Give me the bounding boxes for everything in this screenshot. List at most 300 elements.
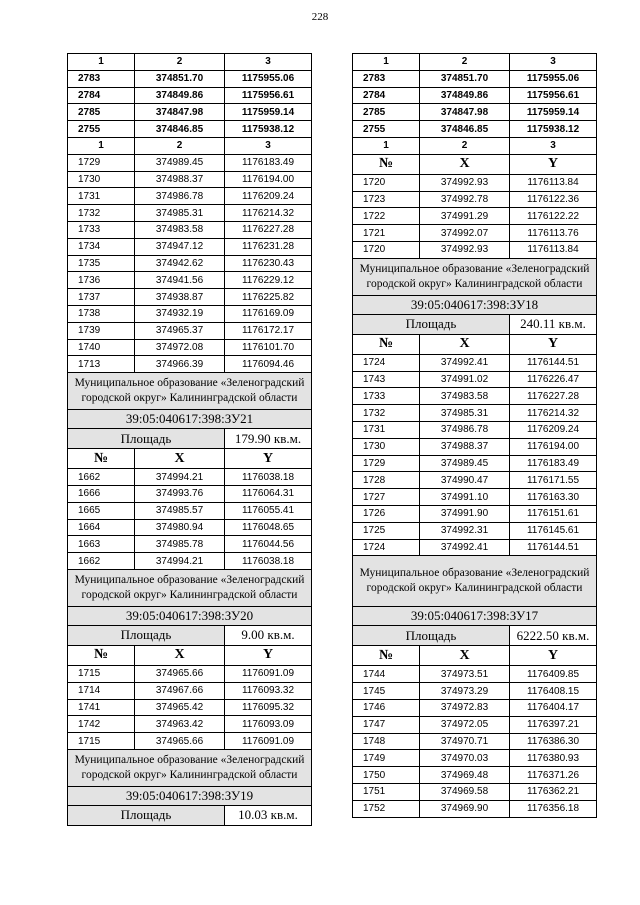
point-number-cell: 1715 <box>68 665 135 682</box>
x-coordinate-cell: 374970.71 <box>420 733 510 750</box>
y-coordinate-cell: 1176044.56 <box>225 536 312 553</box>
table-row <box>353 489 597 506</box>
y-coordinate-cell: 1176362.21 <box>510 783 597 800</box>
column-header-cell: № <box>353 646 420 666</box>
table-header-row <box>68 137 312 154</box>
table-row <box>353 666 597 683</box>
table-header-row <box>353 334 597 354</box>
y-coordinate-cell: 1176230.43 <box>225 255 312 272</box>
y-coordinate-cell: 1176227.28 <box>510 388 597 405</box>
area-value: 6222.50 кв.м. <box>510 626 597 646</box>
plot-zu21-block <box>68 373 312 449</box>
point-number-cell: 2784 <box>353 87 420 104</box>
y-coordinate-cell: 1176229.12 <box>225 272 312 289</box>
y-coordinate-cell: 1176380.93 <box>510 750 597 767</box>
point-number-cell: 1731 <box>353 421 420 438</box>
point-number-cell: 1746 <box>353 699 420 716</box>
x-coordinate-cell: 374849.86 <box>135 87 225 104</box>
cadastral-number: 39:05:040617:398:ЗУ17 <box>353 607 597 626</box>
x-coordinate-cell: 374969.48 <box>420 767 510 784</box>
plot-zu18-rows <box>353 354 597 556</box>
x-coordinate-cell: 374972.05 <box>420 716 510 733</box>
y-coordinate-cell: 1176227.28 <box>225 221 312 238</box>
y-coordinate-cell: 1175956.61 <box>510 87 597 104</box>
x-coordinate-cell: 374941.56 <box>135 272 225 289</box>
table-row <box>68 272 312 289</box>
point-number-cell: 1724 <box>353 354 420 371</box>
table-header-row <box>68 449 312 469</box>
column-header-cell: Y <box>510 334 597 354</box>
point-number-cell: 1727 <box>353 489 420 506</box>
municipality-name: Муниципальное образование «Зеленоградский городской округ» Калининградской области <box>68 749 312 786</box>
right-second-header <box>353 137 597 154</box>
point-number-cell: 1663 <box>68 536 135 553</box>
left-column <box>67 53 311 826</box>
area-value: 179.90 кв.м. <box>225 429 312 449</box>
column-header-cell: 1 <box>353 54 420 71</box>
table-row <box>353 505 597 522</box>
point-number-cell: 1732 <box>68 205 135 222</box>
table-row <box>68 70 312 87</box>
point-number-cell: 1728 <box>353 472 420 489</box>
table-row <box>353 716 597 733</box>
table-row <box>353 121 597 138</box>
x-coordinate-cell: 374992.93 <box>420 174 510 191</box>
y-coordinate-cell: 1176113.76 <box>510 225 597 242</box>
x-coordinate-cell: 374992.93 <box>420 241 510 258</box>
table-row <box>353 191 597 208</box>
y-coordinate-cell: 1176209.24 <box>510 421 597 438</box>
column-header-cell: 2 <box>420 137 510 154</box>
table-row <box>68 469 312 486</box>
point-number-cell: 1713 <box>68 356 135 373</box>
y-coordinate-cell: 1176183.49 <box>225 154 312 171</box>
y-coordinate-cell: 1176064.31 <box>225 485 312 502</box>
y-coordinate-cell: 1176093.32 <box>225 682 312 699</box>
column-header-cell: X <box>135 645 225 665</box>
right-xy-header <box>353 154 597 174</box>
y-coordinate-cell: 1175938.12 <box>510 121 597 138</box>
x-coordinate-cell: 374985.31 <box>420 405 510 422</box>
area-value: 10.03 кв.м. <box>225 805 312 825</box>
cadastral-number: 39:05:040617:398:ЗУ21 <box>68 410 312 429</box>
x-coordinate-cell: 374992.31 <box>420 522 510 539</box>
y-coordinate-cell: 1176048.65 <box>225 519 312 536</box>
plot-zu18-header <box>353 334 597 354</box>
x-coordinate-cell: 374983.58 <box>420 388 510 405</box>
x-coordinate-cell: 374992.07 <box>420 225 510 242</box>
y-coordinate-cell: 1175956.61 <box>225 87 312 104</box>
table-row <box>68 238 312 255</box>
table-row <box>353 87 597 104</box>
table-header-row <box>68 645 312 665</box>
x-coordinate-cell: 374992.41 <box>420 354 510 371</box>
table-row <box>68 553 312 570</box>
table-header-row <box>68 54 312 71</box>
right-coordinates-table <box>352 53 597 818</box>
y-coordinate-cell: 1176144.51 <box>510 354 597 371</box>
point-number-cell: 1733 <box>68 221 135 238</box>
x-coordinate-cell: 374983.58 <box>135 221 225 238</box>
y-coordinate-cell: 1176151.61 <box>510 505 597 522</box>
table-row <box>353 522 597 539</box>
y-coordinate-cell: 1176356.18 <box>510 800 597 817</box>
x-coordinate-cell: 374851.70 <box>135 70 225 87</box>
plot-zu18-block <box>353 258 597 334</box>
point-number-cell: 1741 <box>68 699 135 716</box>
point-number-cell: 1745 <box>353 683 420 700</box>
point-number-cell: 1738 <box>68 305 135 322</box>
x-coordinate-cell: 374965.42 <box>135 699 225 716</box>
cadastral-number: 39:05:040617:398:ЗУ20 <box>68 606 312 625</box>
table-row <box>68 87 312 104</box>
table-row <box>68 121 312 138</box>
point-number-cell: 1747 <box>353 716 420 733</box>
plot-zu20-header <box>68 645 312 665</box>
x-coordinate-cell: 374972.83 <box>420 699 510 716</box>
plot-zu17-rows <box>353 666 597 817</box>
point-number-cell: 1729 <box>68 154 135 171</box>
y-coordinate-cell: 1176094.46 <box>225 356 312 373</box>
table-row <box>68 682 312 699</box>
y-coordinate-cell: 1176183.49 <box>510 455 597 472</box>
table-row <box>353 70 597 87</box>
point-number-cell: 1739 <box>68 322 135 339</box>
table-row <box>353 241 597 258</box>
right-top-rows <box>353 70 597 137</box>
y-coordinate-cell: 1176214.32 <box>510 405 597 422</box>
table-row <box>68 322 312 339</box>
left-coordinates-table <box>67 53 312 826</box>
table-row <box>353 699 597 716</box>
point-number-cell: 2755 <box>353 121 420 138</box>
x-coordinate-cell: 374980.94 <box>135 519 225 536</box>
point-number-cell: 1730 <box>353 438 420 455</box>
table-row <box>68 205 312 222</box>
x-coordinate-cell: 374846.85 <box>420 121 510 138</box>
point-number-cell: 1750 <box>353 767 420 784</box>
table-row <box>68 255 312 272</box>
point-number-cell: 1735 <box>68 255 135 272</box>
table-row <box>68 289 312 306</box>
table-row <box>353 354 597 371</box>
x-coordinate-cell: 374989.45 <box>420 455 510 472</box>
y-coordinate-cell: 1176122.36 <box>510 191 597 208</box>
column-header-cell: 3 <box>225 137 312 154</box>
point-number-cell: 1715 <box>68 733 135 750</box>
table-row <box>68 339 312 356</box>
column-header-cell: 3 <box>225 54 312 71</box>
y-coordinate-cell: 1176408.15 <box>510 683 597 700</box>
x-coordinate-cell: 374965.66 <box>135 733 225 750</box>
point-number-cell: 1726 <box>353 505 420 522</box>
column-header-cell: № <box>68 449 135 469</box>
y-coordinate-cell: 1176113.84 <box>510 241 597 258</box>
x-coordinate-cell: 374932.19 <box>135 305 225 322</box>
point-number-cell: 1742 <box>68 716 135 733</box>
point-number-cell: 2785 <box>68 104 135 121</box>
area-label: Площадь <box>68 429 225 449</box>
point-number-cell: 1720 <box>353 241 420 258</box>
table-row <box>68 154 312 171</box>
area-label: Площадь <box>68 625 225 645</box>
x-coordinate-cell: 374846.85 <box>135 121 225 138</box>
point-number-cell: 1662 <box>68 469 135 486</box>
y-coordinate-cell: 1175955.06 <box>225 70 312 87</box>
y-coordinate-cell: 1176038.18 <box>225 469 312 486</box>
point-number-cell: 1740 <box>68 339 135 356</box>
table-row <box>68 104 312 121</box>
point-number-cell: 1752 <box>353 800 420 817</box>
municipality-name: Муниципальное образование «Зеленоградский городской округ» Калининградской области <box>68 373 312 410</box>
y-coordinate-cell: 1176169.09 <box>225 305 312 322</box>
y-coordinate-cell: 1176091.09 <box>225 733 312 750</box>
x-coordinate-cell: 374942.62 <box>135 255 225 272</box>
table-row <box>68 733 312 750</box>
y-coordinate-cell: 1176091.09 <box>225 665 312 682</box>
point-number-cell: 1664 <box>68 519 135 536</box>
point-number-cell: 2755 <box>68 121 135 138</box>
point-number-cell: 1729 <box>353 455 420 472</box>
table-header-row <box>353 646 597 666</box>
x-coordinate-cell: 374985.31 <box>135 205 225 222</box>
column-header-cell: 2 <box>135 137 225 154</box>
table-row <box>353 472 597 489</box>
table-row <box>68 221 312 238</box>
table-row <box>353 225 597 242</box>
column-header-cell: № <box>353 154 420 174</box>
y-coordinate-cell: 1176214.32 <box>225 205 312 222</box>
x-coordinate-cell: 374967.66 <box>135 682 225 699</box>
y-coordinate-cell: 1176093.09 <box>225 716 312 733</box>
table-row <box>353 683 597 700</box>
table-row <box>68 171 312 188</box>
column-header-cell: 3 <box>510 137 597 154</box>
point-number-cell: 1737 <box>68 289 135 306</box>
x-coordinate-cell: 374966.39 <box>135 356 225 373</box>
point-number-cell: 1744 <box>353 666 420 683</box>
x-coordinate-cell: 374992.41 <box>420 539 510 556</box>
y-coordinate-cell: 1176163.30 <box>510 489 597 506</box>
table-row <box>353 174 597 191</box>
x-coordinate-cell: 374947.12 <box>135 238 225 255</box>
y-coordinate-cell: 1176225.82 <box>225 289 312 306</box>
municipality-name: Муниципальное образование «Зеленоградский городской округ» Калининградской области <box>353 556 597 607</box>
point-number-cell: 1748 <box>353 733 420 750</box>
column-header-cell: 3 <box>510 54 597 71</box>
y-coordinate-cell: 1175959.14 <box>510 104 597 121</box>
y-coordinate-cell: 1176231.28 <box>225 238 312 255</box>
y-coordinate-cell: 1175959.14 <box>225 104 312 121</box>
column-header-cell: X <box>420 646 510 666</box>
plot-zu19-block <box>68 749 312 825</box>
point-number-cell: 1749 <box>353 750 420 767</box>
area-value: 9.00 кв.м. <box>225 625 312 645</box>
table-row <box>353 750 597 767</box>
point-number-cell: 1724 <box>353 539 420 556</box>
cadastral-number: 39:05:040617:398:ЗУ18 <box>353 295 597 314</box>
y-coordinate-cell: 1176404.17 <box>510 699 597 716</box>
x-coordinate-cell: 374991.29 <box>420 208 510 225</box>
x-coordinate-cell: 374938.87 <box>135 289 225 306</box>
plot-zu21-rows <box>68 469 312 570</box>
x-coordinate-cell: 374851.70 <box>420 70 510 87</box>
point-number-cell: 1722 <box>353 208 420 225</box>
point-number-cell: 1725 <box>353 522 420 539</box>
table-row <box>353 783 597 800</box>
x-coordinate-cell: 374973.51 <box>420 666 510 683</box>
x-coordinate-cell: 374994.21 <box>135 553 225 570</box>
x-coordinate-cell: 374985.78 <box>135 536 225 553</box>
column-header-cell: 1 <box>68 54 135 71</box>
plot-zu17-header <box>353 646 597 666</box>
x-coordinate-cell: 374970.03 <box>420 750 510 767</box>
municipality-name: Муниципальное образование «Зеленоградский городской округ» Калининградской области <box>353 258 597 295</box>
column-header-cell: X <box>420 154 510 174</box>
table-row <box>353 104 597 121</box>
y-coordinate-cell: 1176397.21 <box>510 716 597 733</box>
column-header-cell: X <box>135 449 225 469</box>
point-number-cell: 1721 <box>353 225 420 242</box>
right-column <box>352 53 596 818</box>
table-row <box>68 188 312 205</box>
plot-zu21-header <box>68 449 312 469</box>
x-coordinate-cell: 374965.37 <box>135 322 225 339</box>
point-number-cell: 1734 <box>68 238 135 255</box>
column-header-cell: 2 <box>420 54 510 71</box>
column-header-cell: Y <box>510 154 597 174</box>
point-number-cell: 1665 <box>68 502 135 519</box>
y-coordinate-cell: 1176145.61 <box>510 522 597 539</box>
table-row <box>353 421 597 438</box>
y-coordinate-cell: 1176113.84 <box>510 174 597 191</box>
y-coordinate-cell: 1176095.32 <box>225 699 312 716</box>
x-coordinate-cell: 374988.37 <box>135 171 225 188</box>
x-coordinate-cell: 374993.76 <box>135 485 225 502</box>
table-header-row <box>353 137 597 154</box>
column-header-cell: № <box>68 645 135 665</box>
table-row <box>68 665 312 682</box>
x-coordinate-cell: 374849.86 <box>420 87 510 104</box>
x-coordinate-cell: 374985.57 <box>135 502 225 519</box>
x-coordinate-cell: 374991.02 <box>420 371 510 388</box>
y-coordinate-cell: 1176194.00 <box>510 438 597 455</box>
area-value: 240.11 кв.м. <box>510 314 597 334</box>
table-row <box>353 455 597 472</box>
y-coordinate-cell: 1176194.00 <box>225 171 312 188</box>
right-top-header <box>353 54 597 71</box>
y-coordinate-cell: 1176209.24 <box>225 188 312 205</box>
point-number-cell: 1736 <box>68 272 135 289</box>
x-coordinate-cell: 374994.21 <box>135 469 225 486</box>
table-row <box>353 438 597 455</box>
point-number-cell: 1733 <box>353 388 420 405</box>
column-header-cell: 2 <box>135 54 225 71</box>
table-row <box>68 305 312 322</box>
point-number-cell: 2783 <box>353 70 420 87</box>
cadastral-number: 39:05:040617:398:ЗУ19 <box>68 786 312 805</box>
x-coordinate-cell: 374972.08 <box>135 339 225 356</box>
x-coordinate-cell: 374990.47 <box>420 472 510 489</box>
table-header-row <box>353 154 597 174</box>
table-row <box>353 405 597 422</box>
left-rows-a <box>68 154 312 372</box>
table-row <box>68 519 312 536</box>
table-row <box>68 502 312 519</box>
left-second-header <box>68 137 312 154</box>
y-coordinate-cell: 1176172.17 <box>225 322 312 339</box>
municipality-name: Муниципальное образование «Зеленоградский городской округ» Калининградской области <box>68 569 312 606</box>
plot-zu17-block <box>353 556 597 646</box>
x-coordinate-cell: 374847.98 <box>135 104 225 121</box>
point-number-cell: 1743 <box>353 371 420 388</box>
point-number-cell: 1732 <box>353 405 420 422</box>
column-header-cell: Y <box>225 449 312 469</box>
y-coordinate-cell: 1176101.70 <box>225 339 312 356</box>
table-row <box>353 539 597 556</box>
point-number-cell: 1751 <box>353 783 420 800</box>
x-coordinate-cell: 374988.37 <box>420 438 510 455</box>
point-number-cell: 1731 <box>68 188 135 205</box>
column-header-cell: X <box>420 334 510 354</box>
column-header-cell: 1 <box>68 137 135 154</box>
x-coordinate-cell: 374992.78 <box>420 191 510 208</box>
area-label: Площадь <box>353 626 510 646</box>
y-coordinate-cell: 1176371.26 <box>510 767 597 784</box>
table-row <box>353 800 597 817</box>
point-number-cell: 1714 <box>68 682 135 699</box>
x-coordinate-cell: 374989.45 <box>135 154 225 171</box>
point-number-cell: 2785 <box>353 104 420 121</box>
table-row <box>68 536 312 553</box>
column-header-cell: № <box>353 334 420 354</box>
x-coordinate-cell: 374991.10 <box>420 489 510 506</box>
y-coordinate-cell: 1175955.06 <box>510 70 597 87</box>
table-row <box>68 356 312 373</box>
y-coordinate-cell: 1175938.12 <box>225 121 312 138</box>
table-row <box>68 716 312 733</box>
point-number-cell: 1720 <box>353 174 420 191</box>
x-coordinate-cell: 374969.58 <box>420 783 510 800</box>
point-number-cell: 2784 <box>68 87 135 104</box>
y-coordinate-cell: 1176055.41 <box>225 502 312 519</box>
point-number-cell: 2783 <box>68 70 135 87</box>
x-coordinate-cell: 374973.29 <box>420 683 510 700</box>
y-coordinate-cell: 1176038.18 <box>225 553 312 570</box>
table-header-row <box>353 54 597 71</box>
table-row <box>353 388 597 405</box>
point-number-cell: 1662 <box>68 553 135 570</box>
left-top-header <box>68 54 312 71</box>
point-number-cell: 1730 <box>68 171 135 188</box>
table-row <box>353 767 597 784</box>
table-row <box>353 733 597 750</box>
y-coordinate-cell: 1176171.55 <box>510 472 597 489</box>
plot-zu20-block <box>68 569 312 645</box>
table-row <box>68 699 312 716</box>
table-row <box>68 485 312 502</box>
x-coordinate-cell: 374847.98 <box>420 104 510 121</box>
page-number: 228 <box>311 11 329 23</box>
x-coordinate-cell: 374991.90 <box>420 505 510 522</box>
y-coordinate-cell: 1176386.30 <box>510 733 597 750</box>
plot-zu20-rows <box>68 665 312 749</box>
table-row <box>353 208 597 225</box>
y-coordinate-cell: 1176122.22 <box>510 208 597 225</box>
x-coordinate-cell: 374965.66 <box>135 665 225 682</box>
left-top-rows <box>68 70 312 137</box>
area-label: Площадь <box>68 805 225 825</box>
